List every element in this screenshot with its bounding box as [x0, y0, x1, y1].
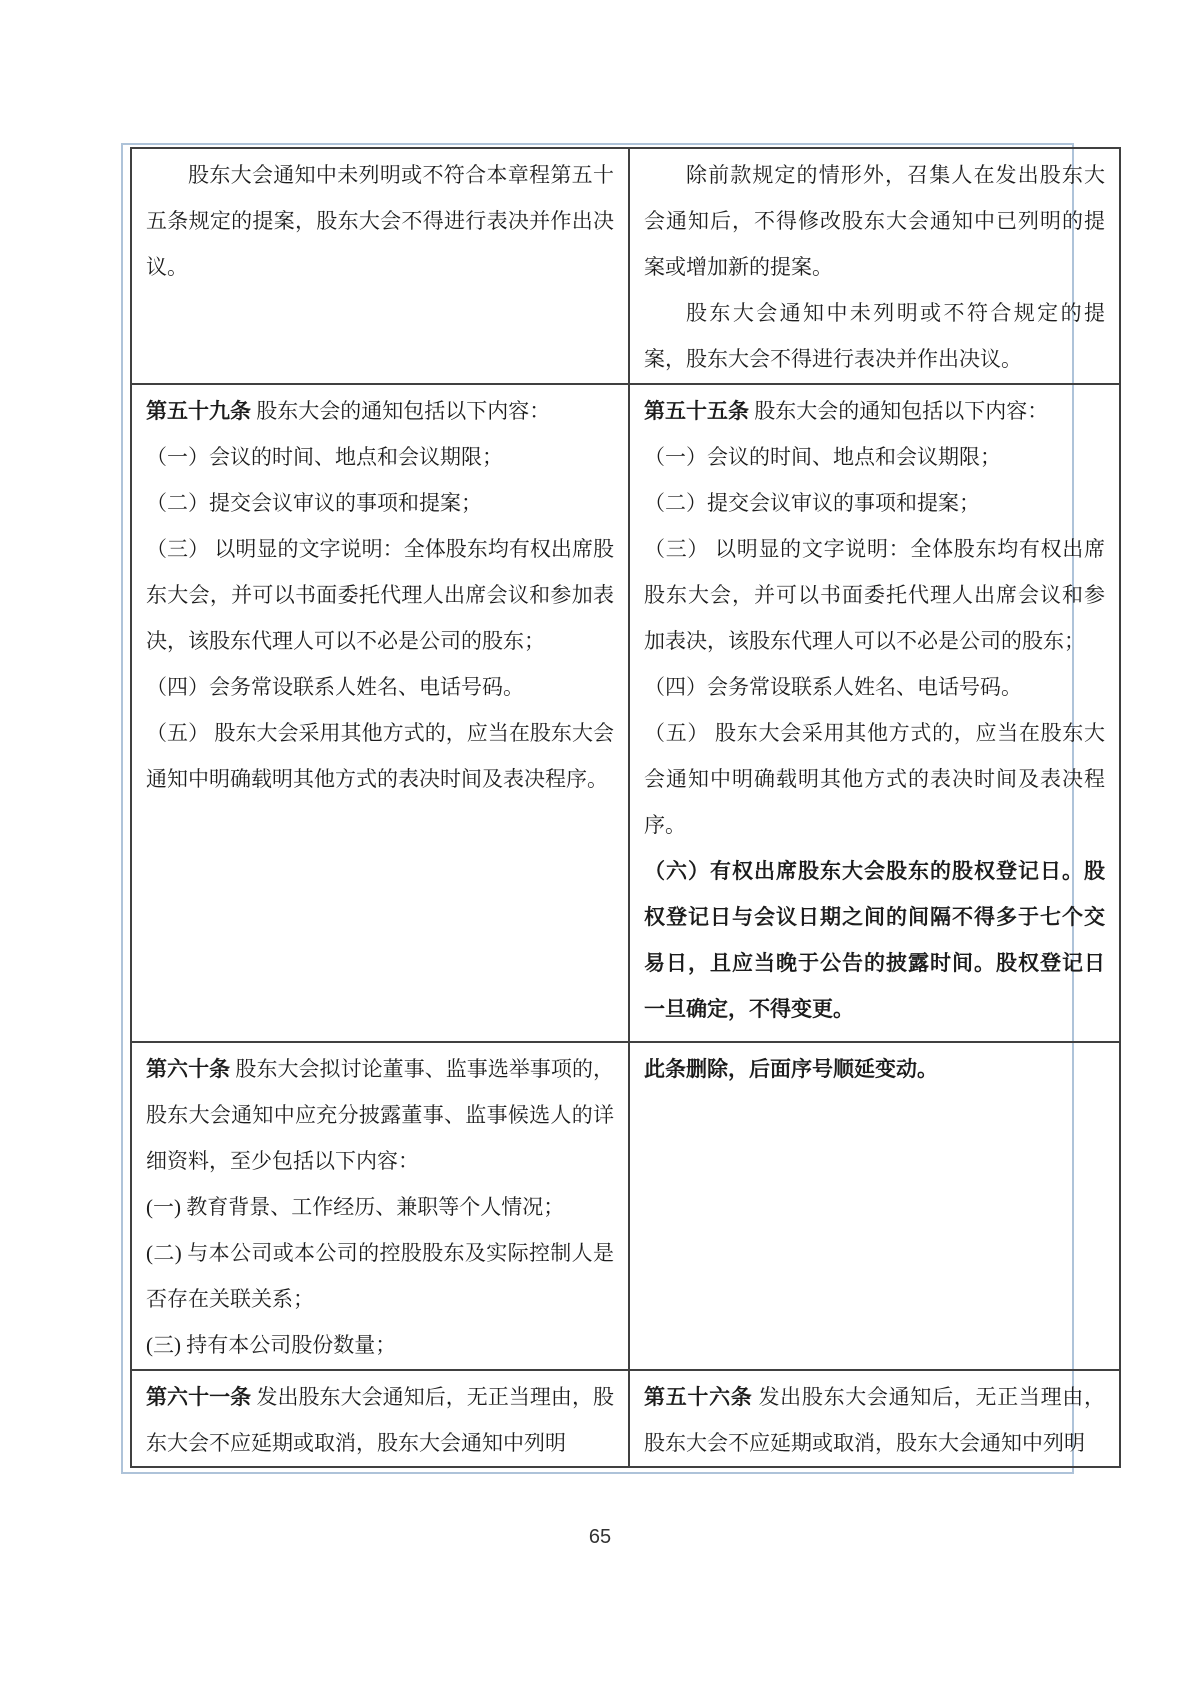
article-body-text: （五） 股东大会采用其他方式的，应当在股东大会通知中明确载明其他方式的表决时间及表决程序。: [146, 721, 614, 791]
original-article-cell: [131, 384, 629, 1042]
paragraph: [146, 1230, 614, 1322]
article-body-text: （四）会务常设联系人姓名、电话号码。: [146, 675, 524, 699]
paragraph: [644, 434, 1105, 480]
page-number: 65: [588, 1526, 612, 1548]
paragraph: [146, 710, 614, 802]
article-body-text: （二）提交会议审议的事项和提案；: [644, 491, 980, 515]
original-article-cell: [131, 1370, 629, 1467]
paragraph: [146, 1374, 614, 1466]
article-body-text: 股东大会通知中未列明或不符合规定的提案，股东大会不得进行表决并作出决议。: [644, 301, 1105, 371]
table-row: [131, 384, 1120, 1042]
article-body-text: （三） 以明显的文字说明：全体股东均有权出席股东大会，并可以书面委托代理人出席会议和参加表决，该股东代理人可以不必是公司的股东；: [644, 537, 1105, 653]
article-body-text: 发出股东大会通知后，无正当理由，股东大会不应延期或取消，股东大会通知中列明: [644, 1385, 1106, 1455]
article-number-text: 第五十九条: [146, 399, 251, 423]
paragraph: [146, 664, 614, 710]
article-body-text: 发出股东大会通知后，无正当理由，股东大会不应延期或取消，股东大会通知中列明: [146, 1385, 614, 1455]
paragraph: [146, 1322, 614, 1368]
article-body-text: （五） 股东大会采用其他方式的，应当在股东大会通知中明确载明其他方式的表决时间及表决程序。: [644, 721, 1105, 837]
article-body-text: 股东大会的通知包括以下内容：: [749, 399, 1049, 423]
paragraph: [146, 152, 614, 290]
revised-article-cell: [629, 148, 1120, 384]
article-body-text: （一）会议的时间、地点和会议期限；: [644, 445, 1001, 469]
paragraph: [146, 526, 614, 664]
revised-article-cell: [629, 1370, 1120, 1467]
article-body-text: （四）会务常设联系人姓名、电话号码。: [644, 675, 1022, 699]
article-body-text: 股东大会的通知包括以下内容：: [251, 399, 551, 423]
comparison-table: [130, 147, 1121, 1468]
paragraph: [644, 480, 1105, 526]
paragraph: [146, 1184, 614, 1230]
revised-article-cell: [629, 384, 1120, 1042]
article-number-text: 第五十六条: [644, 1385, 753, 1409]
table-row: [131, 1370, 1120, 1467]
paragraph: [644, 848, 1105, 1032]
paragraph: [146, 434, 614, 480]
comparison-table-body: [131, 148, 1120, 1467]
paragraph: [644, 1046, 1105, 1092]
paragraph: [644, 290, 1105, 382]
article-number-text: （六）有权出席股东大会股东的股权登记日。股权登记日与会议日期之间的间隔不得多于七个交易日，且应当晚于公告的披露时间。股权登记日一旦确定，不得变更。: [644, 859, 1105, 1021]
article-body-text: （二）提交会议审议的事项和提案；: [146, 491, 482, 515]
article-body-text: 除前款规定的情形外，召集人在发出股东大会通知后，不得修改股东大会通知中已列明的提案或增加新的提案。: [644, 163, 1105, 279]
paragraph: [644, 388, 1105, 434]
article-number-text: 第五十五条: [644, 399, 749, 423]
paragraph: [644, 152, 1105, 290]
article-body-text: 股东大会通知中未列明或不符合本章程第五十五条规定的提案，股东大会不得进行表决并作出决议。: [146, 163, 614, 279]
paragraph: [146, 480, 614, 526]
article-body-text: 股东大会拟讨论董事、监事选举事项的，股东大会通知中应充分披露董事、监事候选人的详细资料，至少包括以下内容：: [146, 1057, 615, 1173]
table-row: [131, 1042, 1120, 1370]
original-article-cell: [131, 148, 629, 384]
paragraph: [146, 1046, 614, 1184]
article-body-text: (二) 与本公司或本公司的控股股东及实际控制人是否存在关联关系；: [146, 1241, 614, 1311]
article-body-text: (一) 教育背景、工作经历、兼职等个人情况；: [146, 1195, 565, 1219]
original-article-cell: [131, 1042, 629, 1370]
article-body-text: （三） 以明显的文字说明：全体股东均有权出席股东大会，并可以书面委托代理人出席会议和参加表决，该股东代理人可以不必是公司的股东；: [146, 537, 614, 653]
paragraph: [146, 388, 614, 434]
article-body-text: （一）会议的时间、地点和会议期限；: [146, 445, 503, 469]
paragraph: [644, 664, 1105, 710]
paragraph: [644, 526, 1105, 664]
article-number-text: 第六十一条: [146, 1385, 252, 1409]
article-body-text: (三) 持有本公司股份数量；: [146, 1333, 397, 1357]
article-number-text: 此条删除，后面序号顺延变动。: [644, 1057, 938, 1081]
paragraph: [644, 710, 1105, 848]
article-number-text: 第六十条: [146, 1057, 231, 1081]
paragraph: [644, 1374, 1105, 1466]
revised-article-cell: [629, 1042, 1120, 1370]
table-row: [131, 148, 1120, 384]
